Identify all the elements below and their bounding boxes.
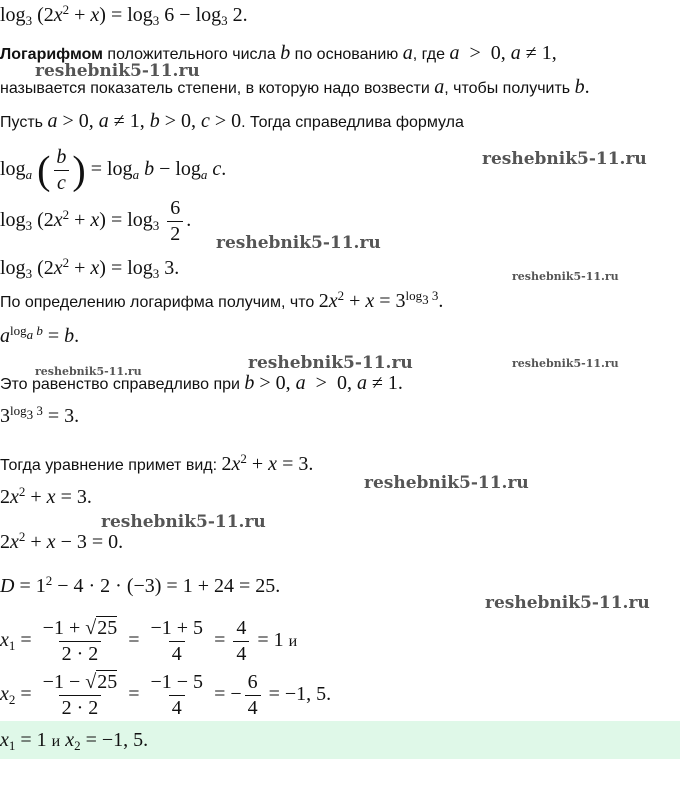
then-equation-line: Тогда уравнение примет вид: $2x^2 + x = 3$. <box>0 450 314 475</box>
simplified-identity: $3^{log_3 3} = 3$. <box>0 402 80 427</box>
watermark: reshebnik5-11.ru <box>512 357 619 370</box>
by-definition-line: По определению логарифма получим, что $2x^2 + x = 3^{log_3 3}$. <box>0 287 444 312</box>
watermark: reshebnik5-11.ru <box>485 593 650 613</box>
definition-line-1: Логарифмом положительного числа b по основанию a, где a > 0, a ≠ 1, <box>0 42 557 64</box>
identity-line: $a^{log_a b} = b$. <box>0 322 80 347</box>
equation-quadratic-1: $2x^2 + x = 3$. <box>0 483 92 508</box>
watermark: reshebnik5-11.ru <box>482 149 647 169</box>
equation-quadratic-2: $2x^2 + x - 3 = 0$. <box>0 528 124 553</box>
watermark: reshebnik5-11.ru <box>512 270 619 283</box>
root-x2-line: $x_2$ = $\frac{-1 - √25}{2 \cdot 2}$ = $\frac{-1 - 5}{4}$ = − $\frac{6}{4}$ = −1, 5. <box>0 671 332 719</box>
watermark: reshebnik5-11.ru <box>35 61 200 81</box>
formula-log-quotient: $\log_a$ ( $\frac{b}{c}$ ) = $\log_a b - \log_a c$. <box>0 146 227 194</box>
definition-line-2: называется показатель степени, в которую надо возвести a, чтобы получить b. <box>0 76 590 98</box>
root-x1-line: $x_1$ = $\frac{-1 + √25}{2 \cdot 2}$ = $\frac{-1 + 5}{4}$ = $\frac{4}{4}$ = 1 и <box>0 617 298 665</box>
watermark: reshebnik5-11.ru <box>101 512 266 532</box>
equation-step-3: $\log_3 (2x^2 + x) = \log_3 3$. <box>0 254 180 281</box>
condition-line: Пусть a > 0, a ≠ 1, b > 0, c > 0. Тогда справедлива формула <box>0 110 464 132</box>
discriminant-line: $D = 1^2 - 4 \cdot 2 \cdot (-3) = 1 + 24 = 25$. <box>0 572 281 597</box>
equation-original: $\log_3 (2x^2 + x) = \log_3 6 - \log_3 2$. <box>0 1 248 28</box>
validity-line: Это равенство справедливо при b > 0, a > 0, a ≠ 1. <box>0 372 403 394</box>
definition-term: Логарифмом <box>0 46 103 63</box>
answer-line: $x_1 = 1$ и $x_2 = -1$, 5. <box>0 729 149 753</box>
watermark: reshebnik5-11.ru <box>216 233 381 253</box>
watermark: reshebnik5-11.ru <box>35 365 142 378</box>
equation-step-2: $\log_3 (2x^2 + x) = \log_3$ $\frac{6}{2}$ . <box>0 197 192 245</box>
watermark: reshebnik5-11.ru <box>248 353 413 373</box>
watermark: reshebnik5-11.ru <box>364 473 529 493</box>
